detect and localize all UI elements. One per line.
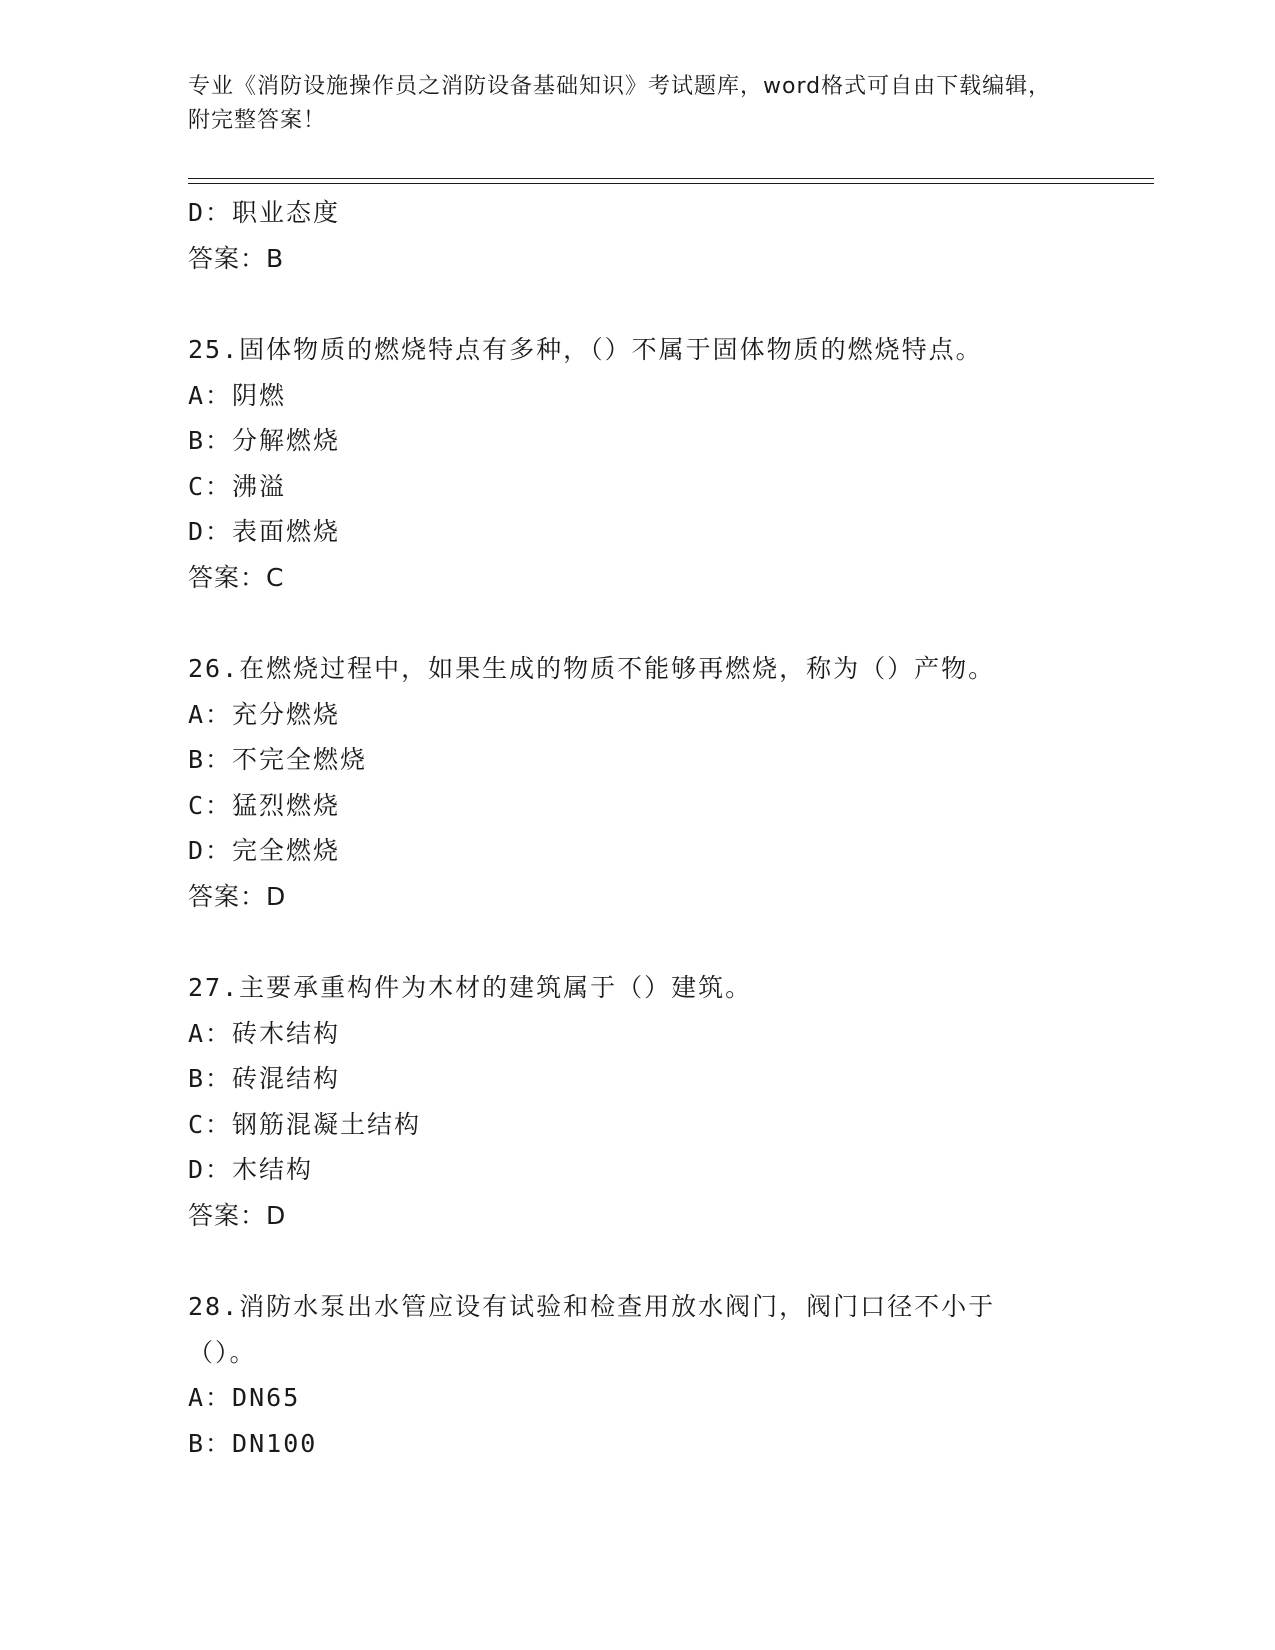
option-a: A：砖木结构: [188, 1018, 341, 1048]
header-rule-bottom: [188, 183, 1154, 184]
answer: 答案：D: [188, 881, 287, 911]
question-26: [188, 646, 1088, 919]
option-a: A：阴燃: [188, 380, 287, 410]
option-c: C：钢筋混凝土结构: [188, 1109, 422, 1139]
carryover-option-d: D：职业态度: [188, 198, 341, 227]
option-c: C：沸溢: [188, 471, 287, 501]
question-stem: 26.在燃烧过程中，如果生成的物质不能够再燃烧，称为（）产物。: [188, 654, 996, 683]
option-a: A：充分燃烧: [188, 699, 341, 729]
question-stem: 28.消防水泵出水管应设有试验和检查用放水阀门，阀门口径不小于（）。: [188, 1292, 996, 1367]
option-d: D：完全燃烧: [188, 836, 341, 865]
carryover-answer: 答案：B: [188, 243, 285, 273]
header-rule-top: [188, 178, 1154, 179]
option-d: D：表面燃烧: [188, 517, 341, 546]
option-c: C：猛烈燃烧: [188, 790, 341, 820]
answer: 答案：D: [188, 1200, 287, 1230]
question-27: [188, 965, 1088, 1238]
option-b: B：不完全燃烧: [188, 745, 368, 774]
question-stem: 27.主要承重构件为木材的建筑属于（）建筑。: [188, 973, 753, 1002]
option-d: D：木结构: [188, 1155, 314, 1184]
question-28: [188, 1284, 1088, 1466]
option-b: B：砖混结构: [188, 1064, 341, 1093]
option-b: B：DN100: [188, 1428, 318, 1458]
question-25: [188, 327, 1088, 600]
answer: 答案：C: [188, 562, 285, 592]
document-header: 专业《消防设施操作员之消防设备基础知识》考试题库，word格式可自由下载编辑，附完整答案！: [188, 74, 1052, 133]
question-list: [188, 190, 1088, 1466]
question-stem: 25.固体物质的燃烧特点有多种，（）不属于固体物质的燃烧特点。: [188, 335, 983, 364]
option-a: A：DN65: [188, 1383, 301, 1412]
option-b: B：分解燃烧: [188, 426, 341, 455]
